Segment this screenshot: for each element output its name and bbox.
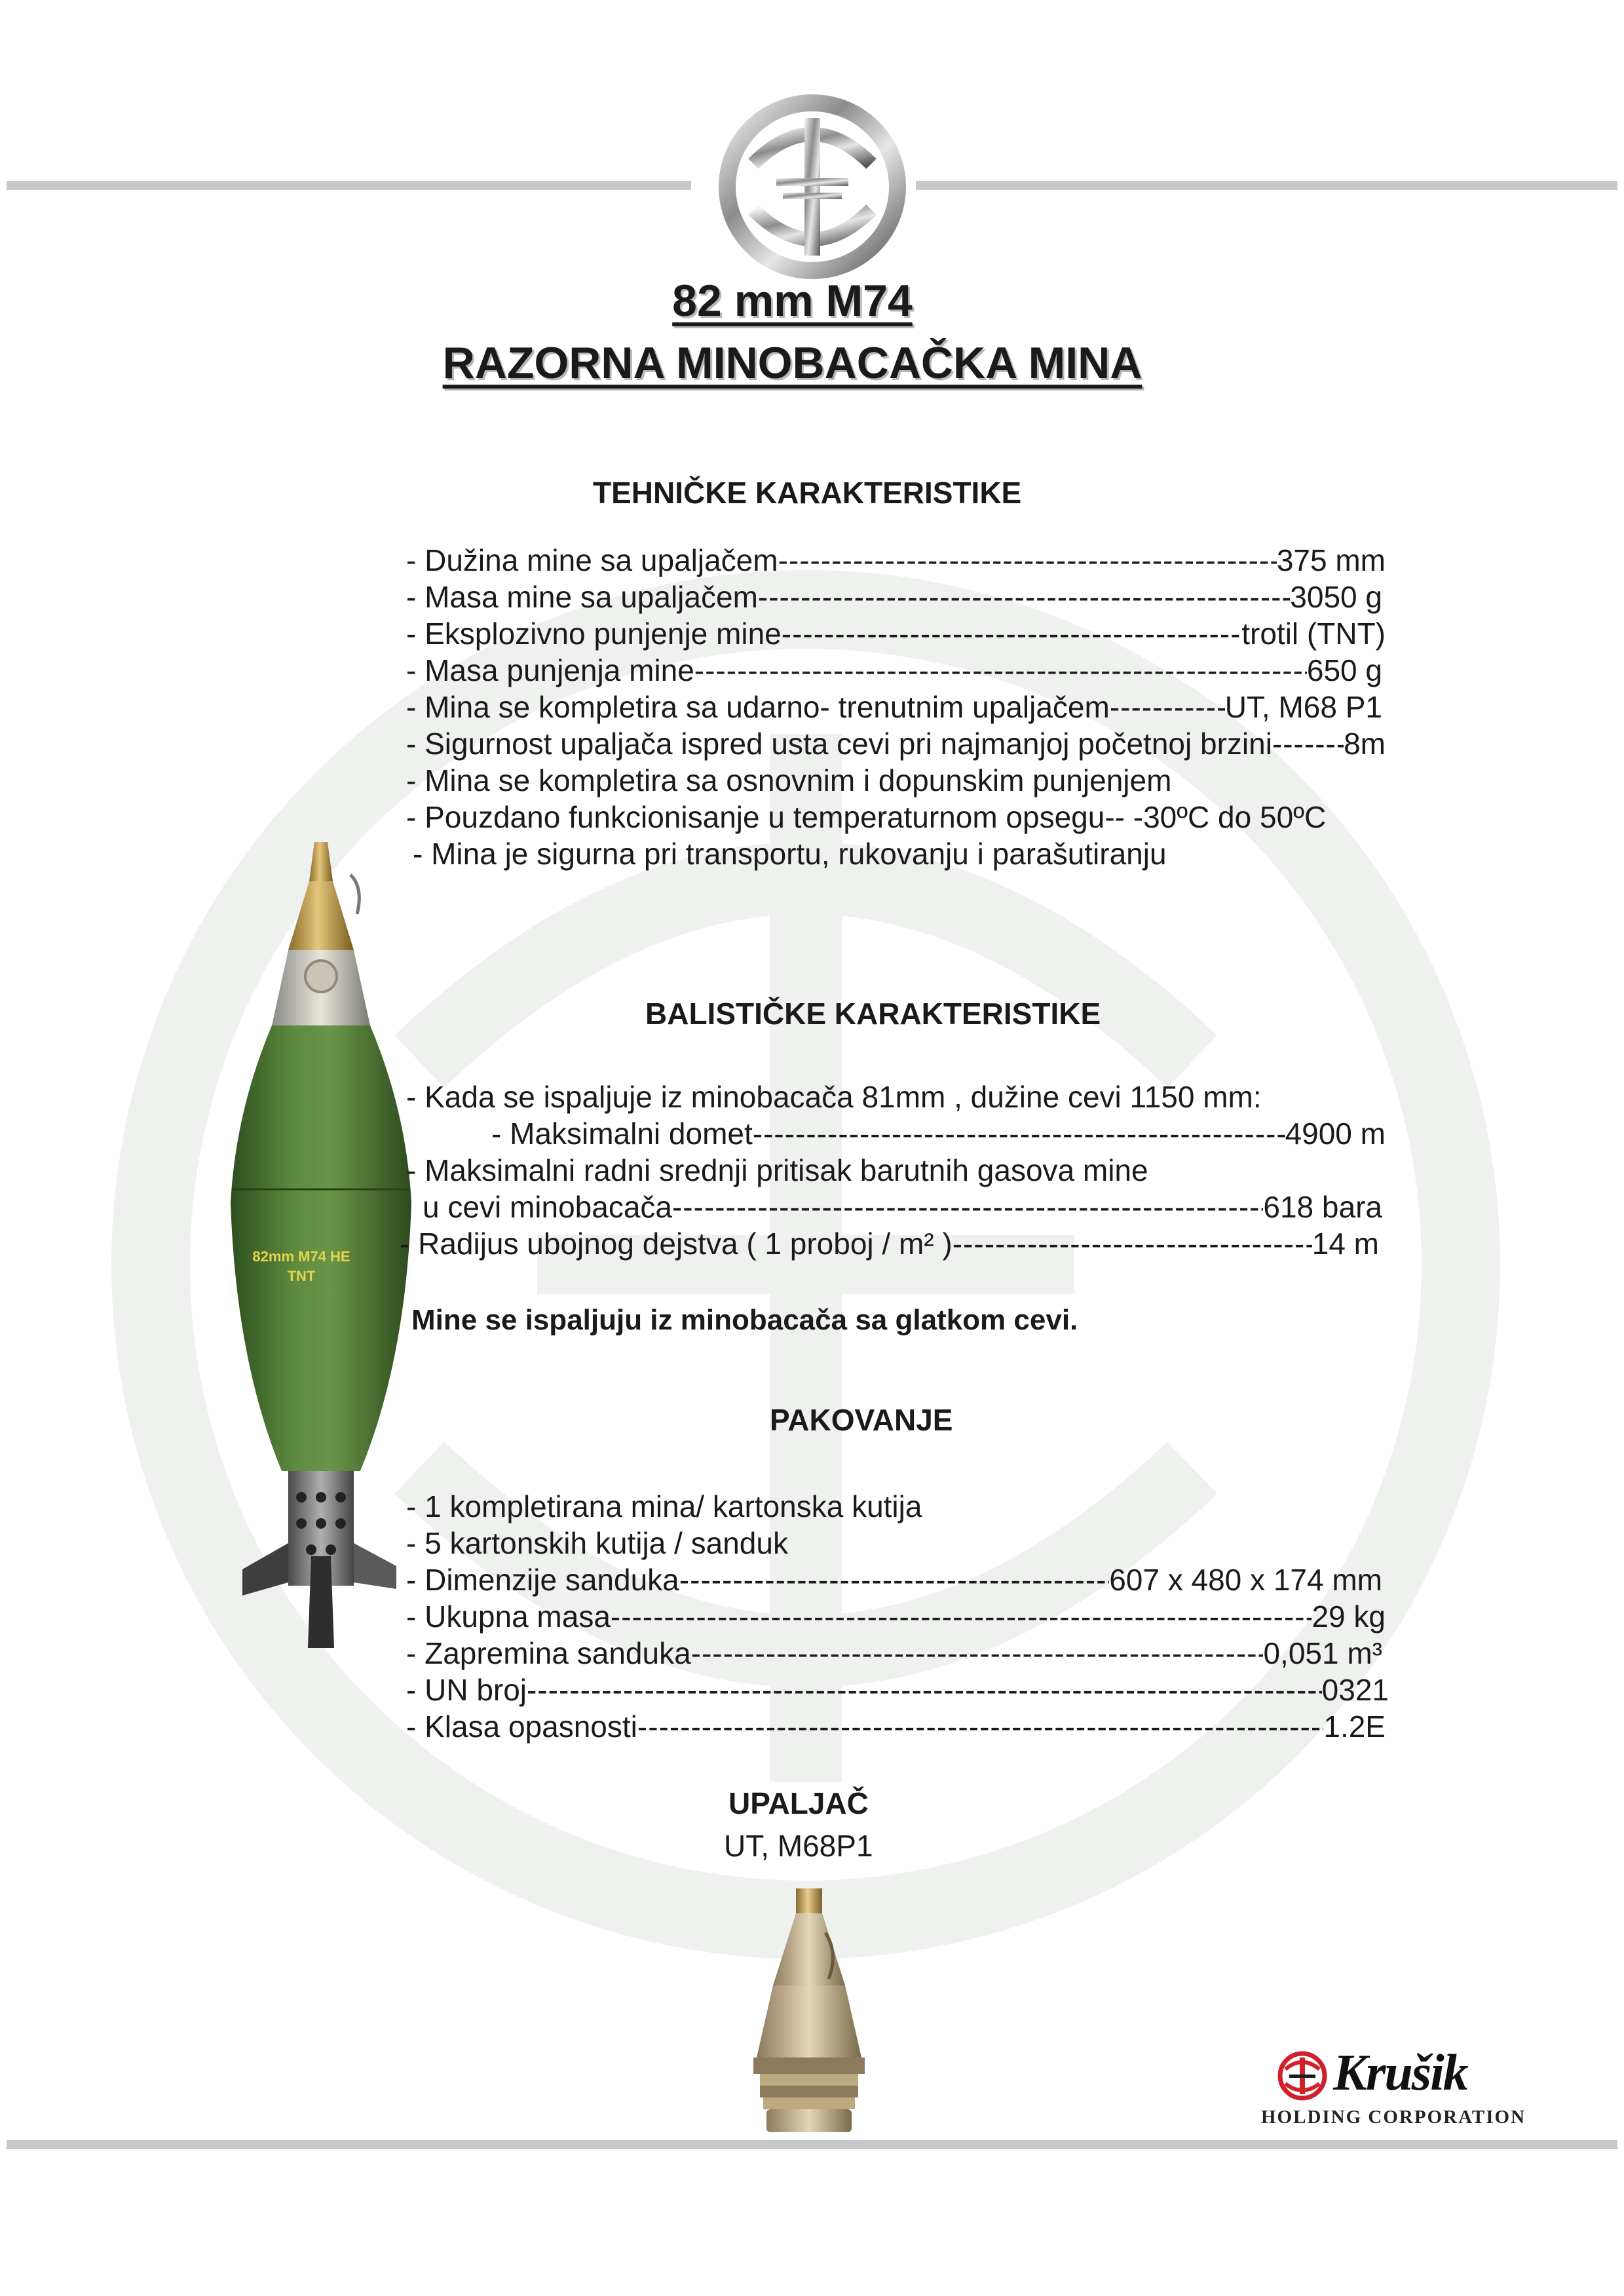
- spec-value: 8m: [1344, 727, 1386, 761]
- leader-dashes: [527, 1672, 1322, 1708]
- ballistic-pressure-line: - Maksimalni radni srednji pritisak barutnih gasova mine: [406, 1153, 1148, 1187]
- brand-tagline: HOLDING CORPORATION: [1261, 2107, 1526, 2128]
- spec-label: - Mina se kompletira sa udarno- trenutnim upaljačem: [406, 690, 1110, 724]
- spec-row: [406, 1709, 1386, 1744]
- spec-label: - Dužina mine sa upaljačem: [406, 543, 778, 577]
- mortar-mine-image: [223, 835, 419, 1648]
- spec-value: 14 m: [1312, 1227, 1379, 1261]
- fuze-heading: UPALJAČ: [728, 1786, 869, 1820]
- spec-row: [400, 1226, 1379, 1261]
- top-rule-right: [916, 181, 1617, 190]
- spec-label: - Maksimalni domet: [491, 1117, 753, 1151]
- leader-dashes: [679, 1562, 1109, 1598]
- spec-label: - Sigurnost upaljača ispred usta cevi pri najmanjoj početnoj brzini: [406, 727, 1272, 761]
- spec-value: 0321: [1321, 1673, 1389, 1707]
- spec-label: - Masa mine sa upaljačem: [406, 580, 758, 614]
- packaging-heading: PAKOVANJE: [770, 1403, 953, 1437]
- spec-label: - Zapremina sanduka: [406, 1636, 691, 1670]
- spec-line: - Pouzdano funkcionisanje u temperaturnom opsegu-- -30ºC do 50ºC: [406, 800, 1327, 834]
- bottom-rule: [7, 2140, 1617, 2149]
- spec-row: [406, 1672, 1389, 1708]
- leader-dashes: [1110, 689, 1225, 725]
- spec-line: - Mina je sigurna pri transportu, rukovanju i parašutiranju: [413, 837, 1167, 871]
- spec-value: 4900 m: [1285, 1117, 1386, 1151]
- mine-marking-tnt: TNT: [287, 1268, 316, 1284]
- spec-value: UT, M68 P1: [1224, 690, 1382, 724]
- leader-dashes: [1272, 726, 1344, 761]
- spec-row: [406, 653, 1382, 688]
- technical-heading: TEHNIČKE KARAKTERISTIKE: [593, 476, 1022, 510]
- leader-dashes: [672, 1189, 1263, 1225]
- brand-name: Krušik: [1333, 2044, 1467, 2101]
- spec-value: 618 bara: [1263, 1190, 1382, 1224]
- packaging-line: - 5 kartonskih kutija / sanduk: [406, 1526, 788, 1560]
- fuze-model: UT, M68P1: [724, 1829, 873, 1863]
- product-name: RAZORNA MINOBACAČKA MINA: [442, 338, 1142, 388]
- spec-value: 0,051 m³: [1263, 1636, 1382, 1670]
- spec-row: [423, 1189, 1382, 1225]
- product-code: 82 mm M74: [672, 276, 913, 326]
- spec-row: [406, 689, 1382, 725]
- spec-line: - Mina se kompletira sa osnovnim i dopunskim punjenjem: [406, 763, 1172, 797]
- top-rule-left: [7, 181, 691, 190]
- fuze-image: [724, 1881, 894, 2143]
- spec-label: - Eksplozivno punjenje mine: [406, 617, 782, 651]
- spec-row: [406, 579, 1382, 615]
- leader-dashes: [694, 653, 1307, 688]
- company-logo-icon: [714, 92, 911, 282]
- spec-label: - Dimenzije sanduka: [406, 1563, 679, 1597]
- ballistic-intro: - Kada se ispaljuje iz minobacača 81mm , dužine cevi 1150 mm:: [406, 1080, 1262, 1114]
- spec-value: 29 kg: [1312, 1599, 1386, 1634]
- spec-row: [406, 1636, 1382, 1671]
- spec-value: 607 x 480 x 174 mm: [1109, 1563, 1382, 1597]
- spec-row: [406, 1562, 1382, 1598]
- brand-logo-icon: [1276, 2050, 1329, 2102]
- spec-label: - Klasa opasnosti: [406, 1710, 637, 1744]
- spec-row: [491, 1116, 1386, 1151]
- spec-value: 650 g: [1306, 653, 1382, 687]
- spec-value: 375 mm: [1276, 543, 1386, 577]
- leader-dashes: [953, 1226, 1312, 1261]
- leader-dashes: [753, 1116, 1285, 1151]
- ballistic-heading: BALISTIČKE KARAKTERISTIKE: [645, 997, 1101, 1031]
- spec-label: - Radijus ubojnog dejstva ( 1 proboj / m² ): [400, 1227, 953, 1261]
- leader-dashes: [758, 579, 1290, 615]
- packaging-line: - 1 kompletirana mina/ kartonska kutija: [406, 1489, 922, 1523]
- ballistic-note: Mine se ispaljuju iz minobacača sa glatkom cevi.: [411, 1304, 1078, 1336]
- spec-value: 1.2E: [1323, 1710, 1386, 1744]
- leader-dashes: [691, 1636, 1264, 1671]
- mine-marking-text: 82mm M74 HE: [252, 1248, 350, 1265]
- spec-value: trotil (TNT): [1241, 617, 1386, 651]
- spec-row: [406, 543, 1386, 578]
- spec-label: u cevi minobacača: [423, 1190, 672, 1224]
- spec-label: - Masa punjenja mine: [406, 653, 694, 687]
- leader-dashes: [782, 616, 1241, 651]
- spec-value: 3050 g: [1290, 580, 1382, 614]
- leader-dashes: [611, 1599, 1312, 1634]
- spec-row: [406, 616, 1386, 651]
- leader-dashes: [637, 1709, 1323, 1744]
- leader-dashes: [778, 543, 1277, 578]
- spec-label: - Ukupna masa: [406, 1599, 611, 1634]
- spec-label: - UN broj: [406, 1673, 527, 1707]
- spec-row: [406, 726, 1386, 761]
- spec-row: [406, 1599, 1386, 1634]
